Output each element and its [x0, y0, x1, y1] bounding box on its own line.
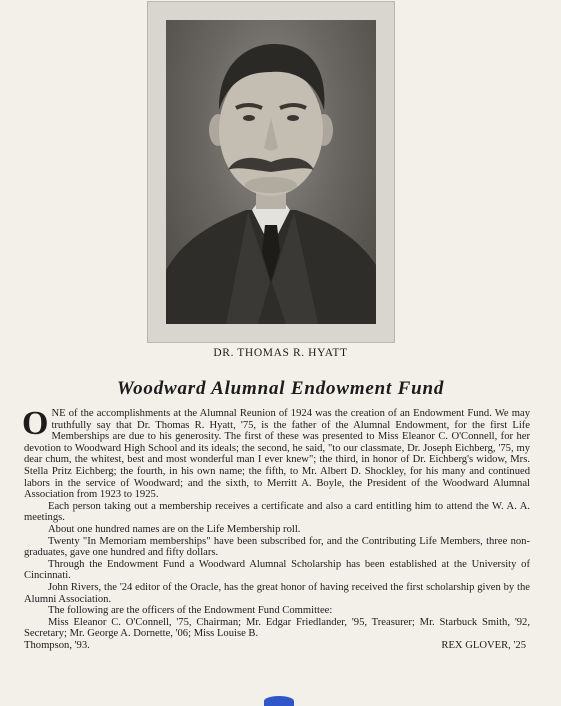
paragraph-7: The following are the officers of the Endowment Fund Committee: — [48, 605, 333, 617]
paragraph-4: Twenty "In Memoriam memberships" have been subscribed for, and the Contributing Life Members, three non-graduates, gave one hundred and fifty dollars. — [24, 535, 530, 559]
paragraph-1 — [22, 405, 530, 501]
photo-caption: DR. THOMAS R. HYATT — [213, 347, 348, 359]
paragraph-3: About one hundred names are on the Life Membership roll. — [48, 523, 301, 535]
author-signature: REX GLOVER, '25 — [441, 639, 526, 651]
drop-cap: O — [22, 405, 49, 442]
portrait-photo-frame — [148, 2, 394, 342]
article-title: Woodward Alumnal Endowment Fund — [116, 378, 445, 399]
paragraph-2: Each person taking out a membership receives a certificate and also a card entitling him to attend the W. A. A. meetings. — [24, 500, 530, 524]
blue-tab-mark — [264, 696, 294, 706]
paragraph-6: John Rivers, the '24 editor of the Oracle, has the great honor of having received the first scholarship given by the Alumni Association. — [24, 581, 530, 605]
closing-line — [24, 640, 530, 652]
paragraph-5: Through the Endowment Fund a Woodward Alumnal Scholarship has been established at the University of Cincinnati. — [24, 558, 530, 582]
paragraph-1-text: NE of the accomplishments at the Alumnal Reunion of 1924 was the creation of an Endowment Fund. We may truthfully say that Dr. Thomas R. Hyatt, '75, is the father of the Alumnal Endowment, for the first Life Memberships are due to his generosity. The first of these was presented to Miss Eleanor C. O'Connell, for her devotion to Woodward High School and its ideals; the second, he said, "to our classmate, Dr. Joseph Eichberg, '75, my dear chum, the whitest, best and most wonderful man I ever knew"; the third, in honor of Dr. Eichberg's widow, Mrs. Stella Pritz Eichberg; the fourth, in his own name; the fifth, to Mr. Albert D. Shockley, for his many and continued labors in the service of Woodward; and the sixth, to Merritt A. Boyle, the President of the Woodward Alumnal Association from 1923 to 1925. — [24, 408, 530, 501]
portrait-illustration — [166, 20, 376, 324]
paragraph-8-end: Thompson, '93. — [24, 639, 90, 651]
article-body — [22, 405, 530, 651]
paragraph-8: Miss Eleanor C. O'Connell, '75, Chairman; Mr. Edgar Friedlander, '95, Treasurer; Mr. Starbuck Smith, '92, Secretary; Mr. George A. Dornette, '06; Miss Louise B. — [24, 616, 530, 640]
portrait-photo — [166, 20, 376, 324]
